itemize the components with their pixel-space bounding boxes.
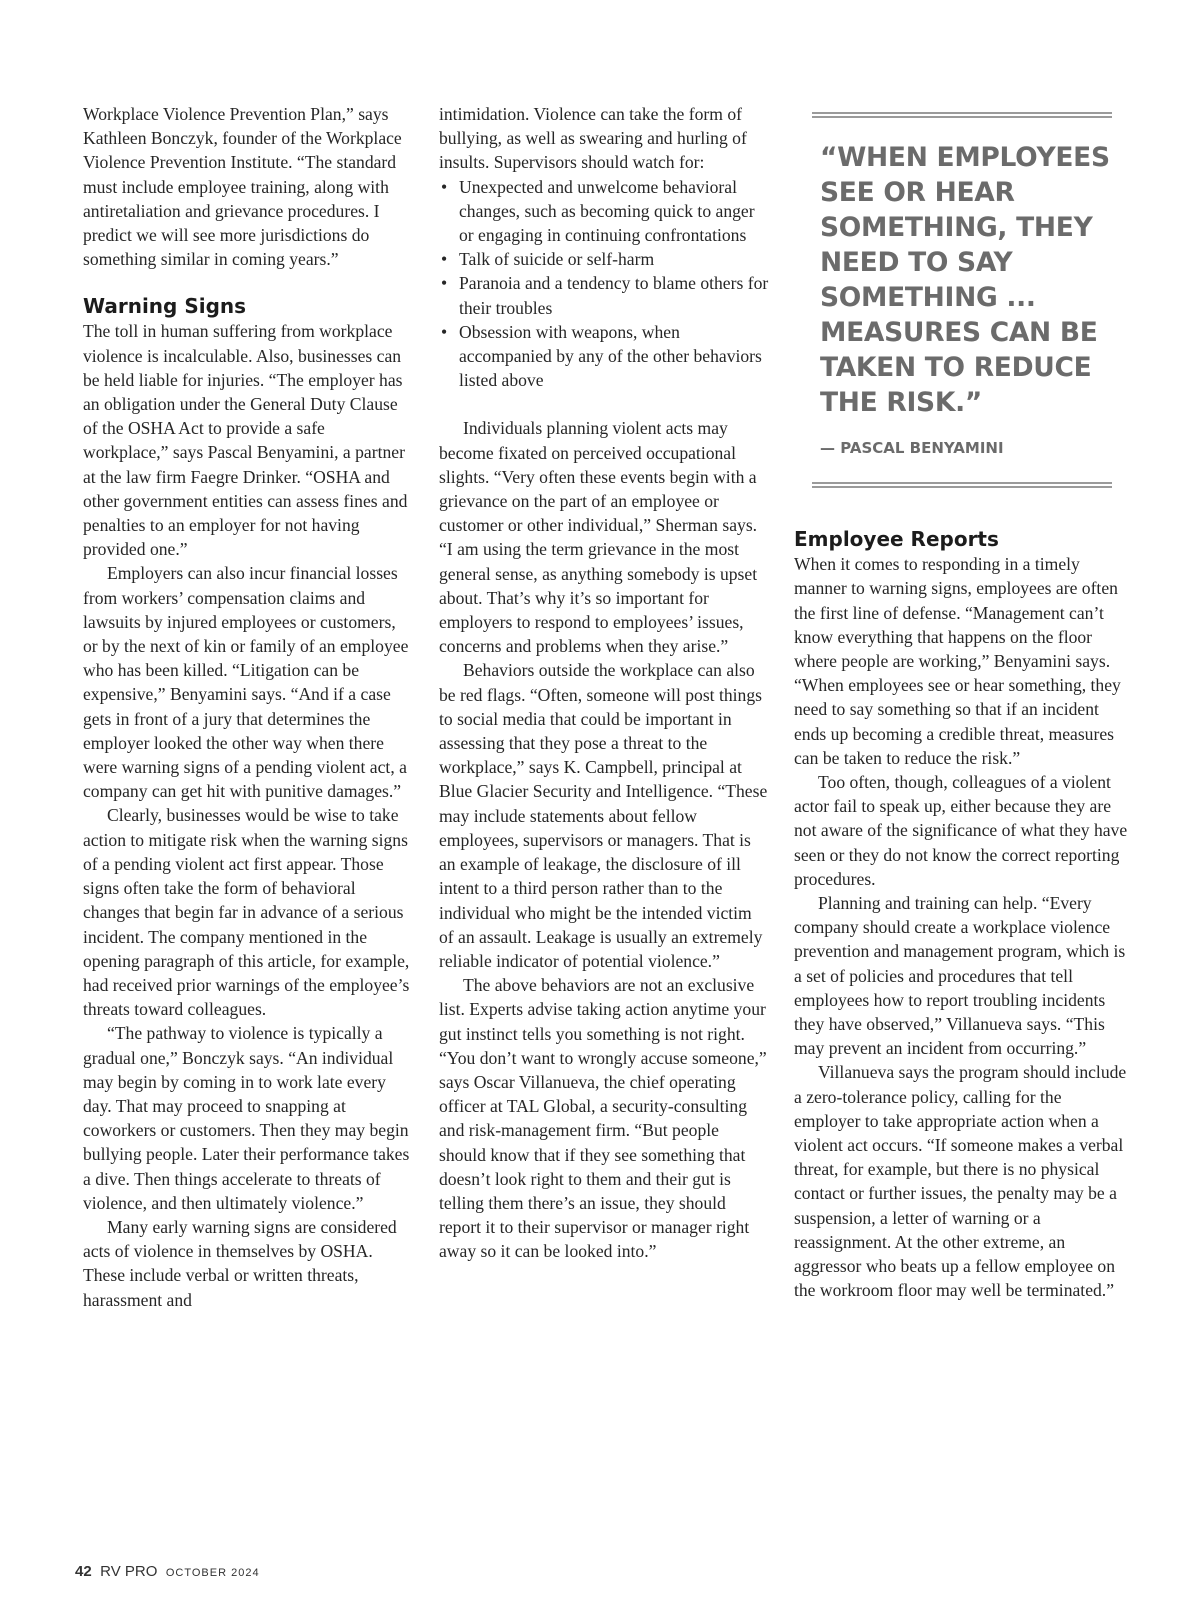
- bullet-icon: •: [441, 176, 448, 197]
- column-3: [794, 112, 1130, 1303]
- paragraph: Employers can also incur financial losses from workers’ compensation claims and lawsuits by injured employees or customers, or by the next of kin or family of an employee who has been killed. “Litigation can be expensive,” Benyamini says. “And if a case gets in front of a jury that determines the employer looked the other way when there were warning signs of a pending violent act, a company can get hit with punitive damages.”: [83, 563, 409, 802]
- warning-signs-list: [439, 175, 769, 393]
- paragraph: Behaviors outside the workplace can also be red flags. “Often, someone will post things to social media that could be important in assessing that they pose a threat to the workplace,” says K. Campbell, principal at Blue Glacier Security and Intelligence. “These may include statements about fellow employees, supervisors or managers. That is an example of leakage, the disclosure of ill intent to a third person rather than to the individual who might be the intended victim of an assault. Leakage is usually an extremely reliable indicator of potential violence.”: [439, 660, 768, 971]
- issue-date: OCTOBER 2024: [165, 1567, 260, 1579]
- paragraph: The above behaviors are not an exclusive list. Experts advise taking action anytime your gut instinct tells you something is not right. “You don’t want to wrongly accuse someone,” says Oscar Villanueva, the chief operating officer at TAL Global, a security-consulting and risk-management firm. “But people should know that if they see something that doesn’t look right to them and their gut is telling them there’s an issue, they should report it to their supervisor or manager right away so it can be looked into.”: [439, 975, 767, 1262]
- pullquote-attribution: — PASCAL BENYAMINI: [820, 439, 1004, 457]
- pullquote-top-rule: [812, 112, 1112, 118]
- paragraph: Villanueva says the program should include a zero-tolerance policy, calling for the employer to take appropriate action when a violent act occurs. “If someone makes a verbal threat, for example, but there is no physical contact or further issues, the penalty may be a suspension, a letter of warning or a reassignment. At the other extreme, an aggressor who beats up a fellow employee on the workroom floor may well be terminated.”: [794, 1062, 1127, 1301]
- list-item: • Unexpected and unwelcome behavioral changes, such as becoming quick to anger or engaging in continuing confrontations: [441, 176, 755, 246]
- column-1: [83, 102, 413, 1312]
- pullquote: “WHEN EMPLOYEES SEE OR HEAR SOMETHING, THEY NEED TO SAY SOMETHING ... MEASURES CAN BE TAKEN TO REDUCE THE RISK.”: [820, 142, 1110, 418]
- section-heading-warning-signs: Warning Signs: [83, 294, 247, 319]
- paragraph: Workplace Violence Prevention Plan,” says Kathleen Bonczyk, founder of the Workplace Violence Prevention Institute. “The standard must include employee training, along with antiretaliation and grievance procedures. I predict we will see more jurisdictions do something similar in coming years.”: [83, 104, 402, 270]
- bullet-icon: •: [441, 321, 448, 342]
- paragraph: intimidation. Violence can take the form of bullying, as well as swearing and hurling of insults. Supervisors should watch for:: [439, 104, 747, 173]
- paragraph: Many early warning signs are considered acts of violence in themselves by OSHA. These include verbal or written threats, harassment and: [83, 1216, 397, 1310]
- paragraph: The toll in human suffering from workplace violence is incalculable. Also, businesses can be held liable for injuries. “The employer has an obligation under the General Duty Clause of the OSHA Act to provide a safe workplace,” says Pascal Benyamini, a partner at the law firm Faegre Drinker. “OSHA and other government entities can assess fines and penalties to an employer for not having provided one.”: [83, 321, 408, 560]
- paragraph: “The pathway to violence is typically a gradual one,” Bonczyk says. “An individual may begin by coming in to work late every day. That may proceed to snapping at coworkers or customers. Then they may begin bullying people. Later their performance takes a dive. Then things accelerate to threats of violence, and then ultimately violence.”: [83, 1023, 410, 1213]
- paragraph: When it comes to responding in a timely manner to warning signs, employees are often the first line of defense. “Management can’t know everything that happens on the floor where people are working,” Benyamini says. “When employees see or hear something, they need to say something so that if an incident ends up becoming a credible threat, measures can be taken to reduce the risk.”: [794, 554, 1121, 768]
- paragraph: Planning and training can help. “Every company should create a workplace violence prevention and management program, which is a set of policies and procedures that tell employees how to report troubling incidents they have observed,” Villanueva says. “This may prevent an incident from occurring.”: [794, 893, 1126, 1059]
- paragraph: Clearly, businesses would be wise to take action to mitigate risk when the warning signs of a pending violent act first appear. Those signs often take the form of behavioral changes that begin far in advance of a serious incident. The company mentioned in the opening paragraph of this article, for example, had received prior warnings of the employee’s threats toward colleagues.: [83, 805, 410, 1020]
- section-heading-employee-reports: Employee Reports: [794, 527, 999, 552]
- bullet-icon: •: [441, 273, 448, 294]
- bullet-icon: •: [441, 249, 448, 270]
- paragraph: Too often, though, colleagues of a violent actor fail to speak up, either because they are not aware of the significance of what they have seen or they do not know the correct reporting procedures.: [794, 772, 1128, 889]
- page-number: 42: [75, 1563, 92, 1580]
- list-item: • Paranoia and a tendency to blame others for their troubles: [441, 273, 769, 318]
- list-item: • Obsession with weapons, when accompanied by any of the other behaviors listed above: [441, 321, 762, 391]
- list-item: • Talk of suicide or self-harm: [439, 247, 769, 271]
- pullquote-bottom-rule: [812, 482, 1112, 488]
- paragraph: Individuals planning violent acts may become fixated on perceived occupational slights. “Very often these events begin with a grievance on the part of an employee or customer or other individual,” Sherman says. “I am using the term grievance in the most general sense, as anything somebody is upset about. That’s why it’s so important for employers to respond to employees’ issues, concerns and problems when they arise.”: [439, 418, 758, 657]
- page-footer: [75, 1563, 260, 1581]
- column-2: [439, 102, 769, 1264]
- magazine-name: RV PRO: [100, 1563, 158, 1580]
